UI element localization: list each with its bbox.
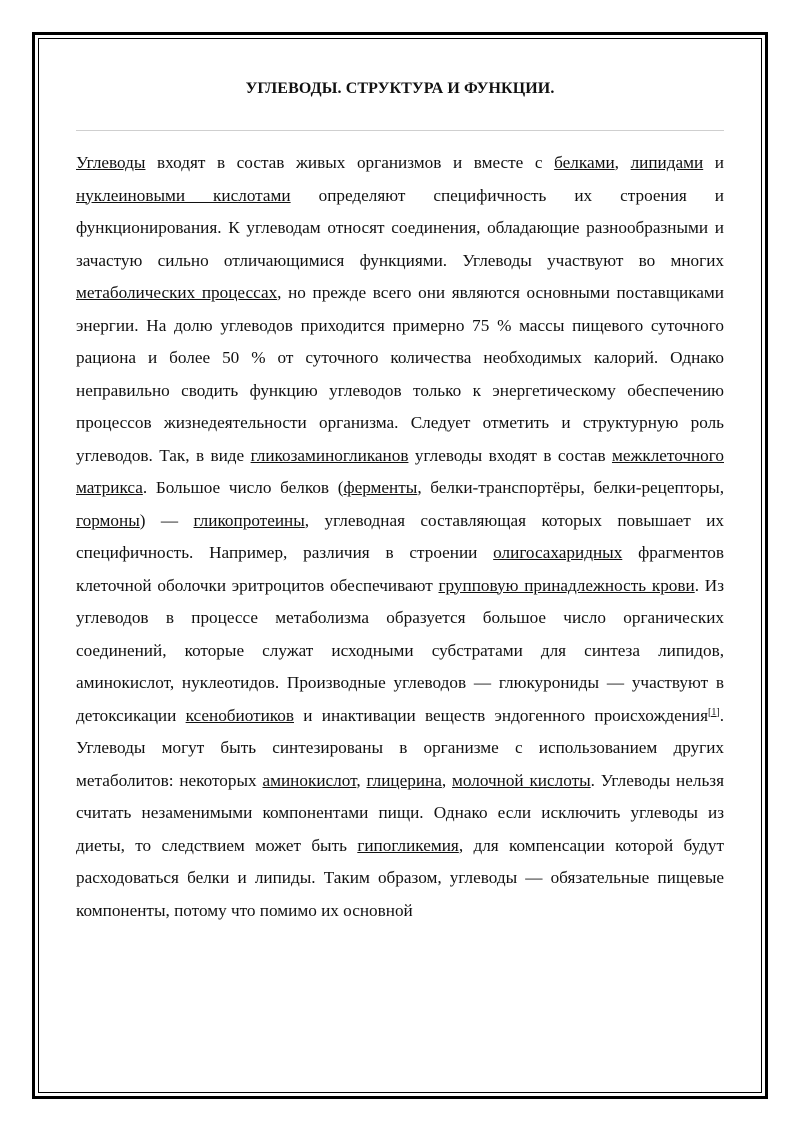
text-run: и инактивации веществ эндогенного происхождения	[294, 705, 709, 725]
link-oligosaccharide[interactable]: олигосахаридных	[493, 543, 623, 562]
document-title: УГЛЕВОДЫ. СТРУКТУРА И ФУНКЦИИ.	[245, 80, 555, 97]
link-uglevody[interactable]: Углеводы	[76, 153, 146, 172]
link-extracellular-matrix[interactable]: межклеточного матрикса	[76, 445, 724, 497]
link-metabolic-processes[interactable]: метаболических процессах	[76, 283, 278, 302]
text-run: определяют специфичность их строения и функционирования. К углеводам относят соединения, обладающие разнообразными и зачастую сильно отличающимися функциями. Углеводы участвуют во многих	[76, 185, 724, 270]
text-run: . Углеводы нельзя считать незаменимыми компонентами пищи. Однако если исключить углеводы из диеты, то следствием может быть	[76, 770, 724, 855]
link-amino-acids[interactable]: аминокислот	[262, 770, 357, 790]
link-belkami[interactable]: белками	[554, 153, 615, 172]
text-run: . Большое число белков (	[142, 478, 344, 497]
text-run: фрагментов клеточной оболочки эритроцитов обеспечивают	[76, 543, 724, 595]
text-run: . Из углеводов в процессе метаболизма образуется большое число органических соединений, которые служат исходными субстратами для синтеза липидов, аминокислот, нуклеотидов. Производные углеводов — глюкурониды — участвуют в детоксикации	[76, 575, 724, 725]
text-run: ,	[614, 153, 631, 172]
link-glycerol[interactable]: глицерина	[366, 770, 442, 790]
main-paragraph	[76, 147, 724, 1027]
link-nucleic-acids[interactable]: нуклеиновыми кислотами	[76, 185, 291, 205]
text-run: ,	[356, 770, 367, 790]
link-hypoglycemia[interactable]: гипогликемия	[357, 835, 459, 855]
text-run: , белки-транспортёры, белки-рецепторы,	[417, 478, 724, 497]
text-run: ) —	[139, 510, 194, 530]
link-lipidami[interactable]: липидами	[630, 153, 704, 172]
text-run: ,	[441, 770, 453, 790]
link-enzymes[interactable]: ферменты	[343, 478, 418, 497]
link-lactic-acid[interactable]: молочной кислоты	[452, 770, 591, 790]
text-run: , но прежде всего они являются основными поставщиками энергии. На долю углеводов приходится примерно 75 % массы пищевого суточного рациона и более 50 % от суточного количества необходимых калорий. Однако неправильно сводить функцию углеводов только к энергетическому обеспечению процессов жизнедеятельности организма. Следует отметить и структурную роль углеводов. Так, в виде	[76, 283, 724, 465]
document-body	[76, 76, 724, 1027]
link-glycosaminoglycans[interactable]: гликозаминогликанов	[250, 445, 409, 465]
link-blood-group[interactable]: групповую принадлежность крови	[438, 575, 695, 595]
title-divider	[76, 130, 724, 131]
link-xenobiotics[interactable]: ксенобиотиков	[185, 705, 294, 725]
text-run: . Углеводы могут быть синтезированы в организме с использованием других метаболитов: некоторых	[76, 705, 724, 790]
footnote-ref-1[interactable]: [1]	[708, 706, 720, 718]
link-glycoproteins[interactable]: гликопротеины	[193, 510, 305, 530]
text-run: , углеводная составляющая которых повышает их специфичность. Например, различия в строении	[76, 510, 724, 562]
text-run: и	[703, 153, 724, 172]
text-run: входят в состав живых организмов и вместе с	[145, 153, 555, 172]
link-hormones[interactable]: гормоны	[76, 510, 140, 530]
text-run: углеводы входят в состав	[408, 445, 612, 465]
text-run: , для компенсации которой будут расходоваться белки и липиды. Таким образом, углеводы — обязательные пищевые компоненты, потому что помимо их основной	[76, 835, 724, 920]
